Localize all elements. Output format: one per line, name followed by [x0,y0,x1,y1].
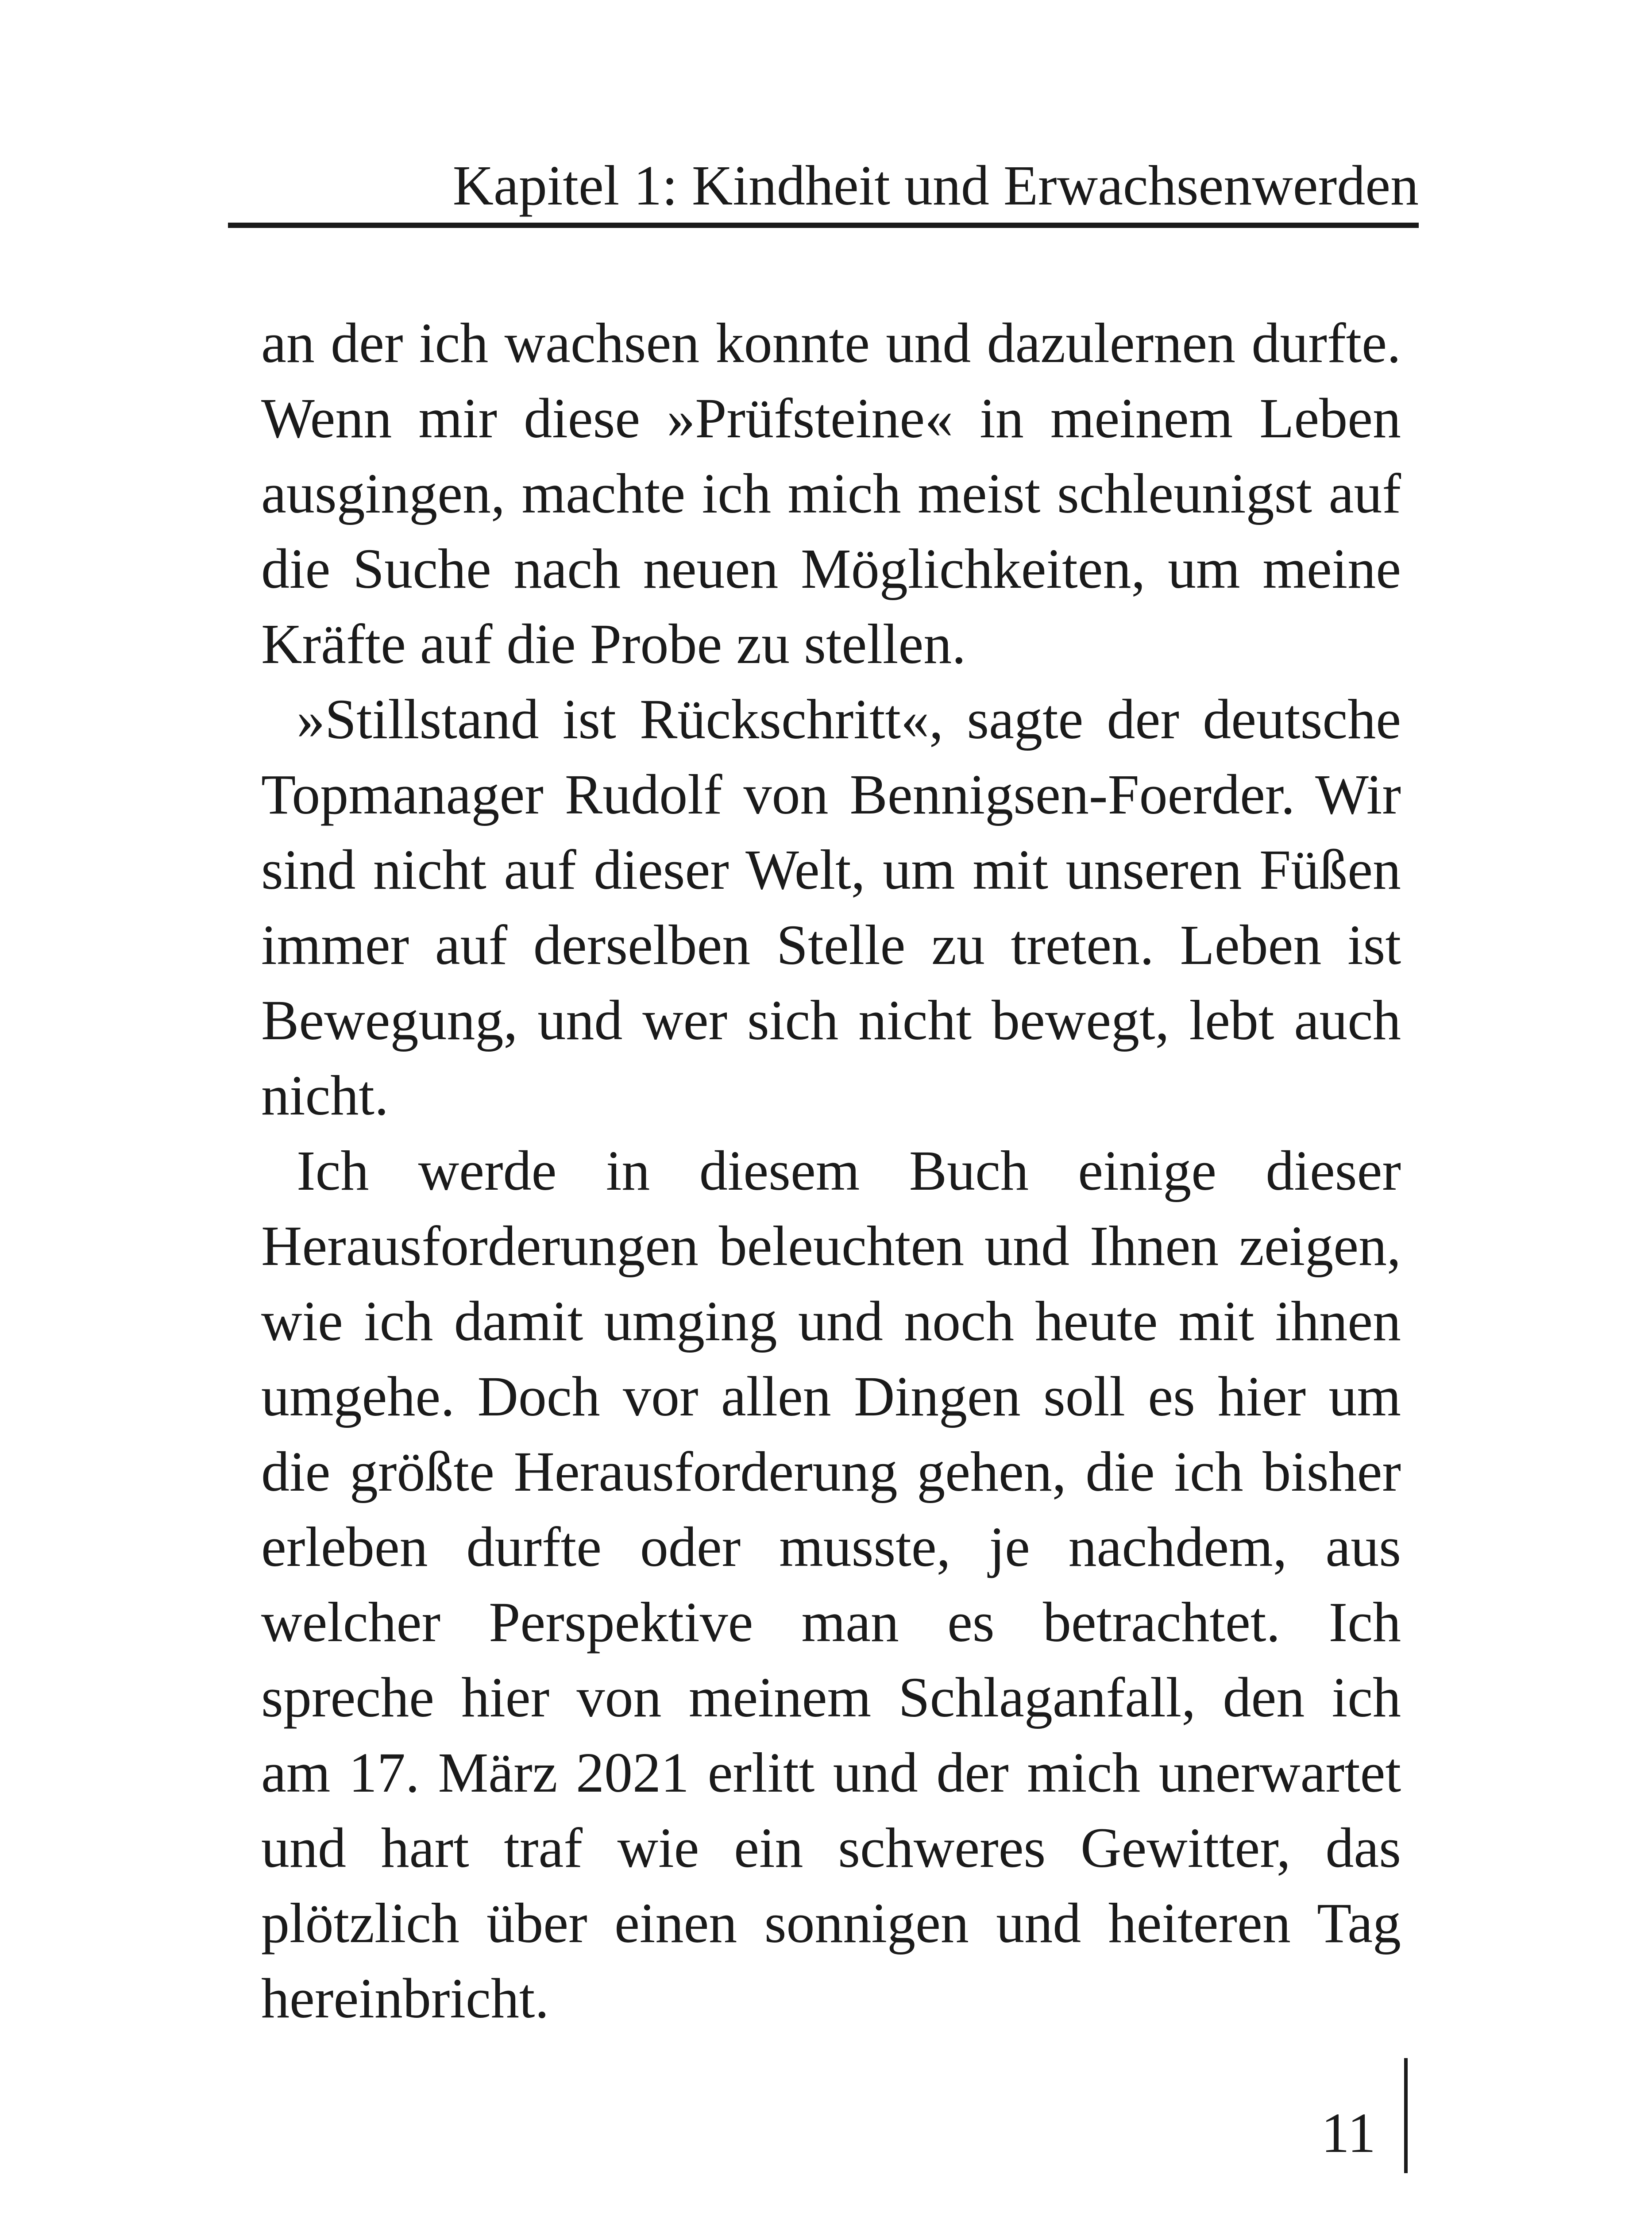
body-text [261,305,1401,2036]
paragraph: »Stillstand ist Rückschritt«, sagte der deutsche Topmanager Rudolf von Bennigsen-Foerder. Wir sind nicht auf dieser Welt, um mit unseren Füßen immer auf derselben Stelle zu treten. Leben ist Bewegung, und wer sich nicht bewegt, lebt auch nicht. [261,688,1401,1127]
paragraph: Ich werde in diesem Buch einige dieser Herausforderungen beleuchten und Ihnen zeigen, wie ich damit umging und noch heute mit ihnen umgehe. Doch vor allen Dingen soll es hier um die größte Herausforderung gehen, die ich bisher erleben durfte oder musste, je nachdem, aus welcher Perspektive man es betrachtet. Ich spreche hier von meinem Schlaganfall, den ich am 17. März 2021 erlitt und der mich unerwartet und hart traf wie ein schweres Gewitter, das plötzlich über einen sonnigen und heiteren Tag hereinbricht. [261,1139,1401,2030]
paragraph: an der ich wachsen konnte und dazulernen durfte. Wenn mir diese »Prüfsteine« in meinem Leben ausgingen, machte ich mich meist schleunigst auf die Suche nach neuen Möglichkeiten, um meine Kräfte auf die Probe zu stellen. [261,312,1401,675]
page-number: 11 [1321,2101,1376,2164]
running-header [228,148,1419,228]
chapter-title: Kapitel 1: Kindheit und Erwachsenwerden [452,154,1419,217]
header-rule [228,223,1419,228]
folio-rule [1404,2058,1408,2173]
